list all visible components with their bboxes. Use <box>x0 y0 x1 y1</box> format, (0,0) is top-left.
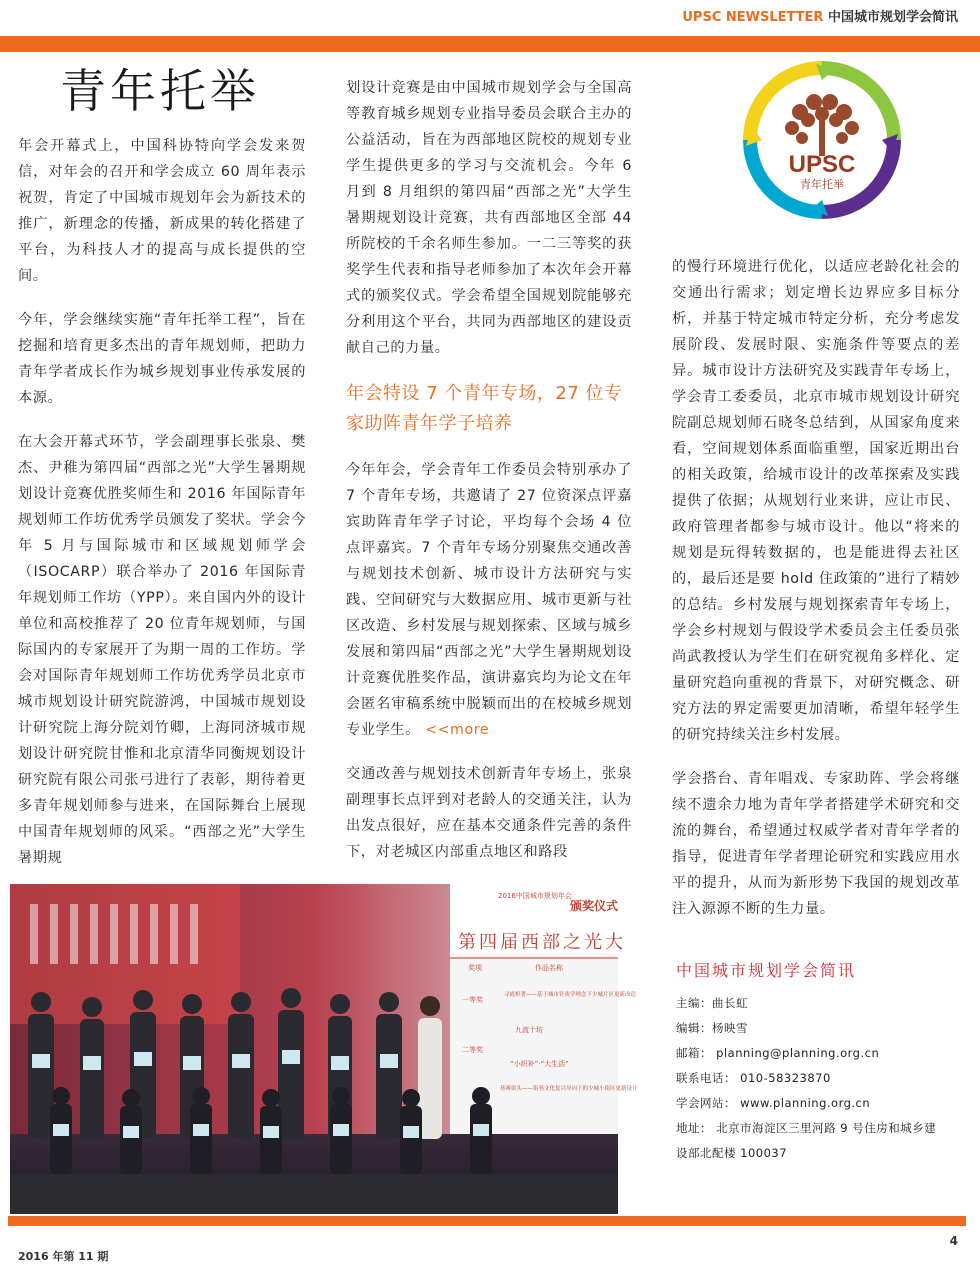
address-line-1: 地址： 北京市海淀区三里河路 9 号住房和城乡建 <box>676 1121 937 1135</box>
award-ceremony-photo <box>10 884 638 1214</box>
top-accent-bar <box>0 36 980 52</box>
award-row-4-name: 巷赛街头——街巷文化复兴导向下的少城小街区更新设计 <box>500 1086 638 1092</box>
email[interactable]: 邮箱： planning@planning.org.cn <box>676 1046 880 1060</box>
website[interactable]: 学会网站： www.planning.org.cn <box>676 1096 871 1110</box>
phone: 联系电话： 010-58323870 <box>676 1071 831 1085</box>
paragraph: 的慢行环境进行优化，以适应老龄化社会的交通出行需求；划定增长边界应多目标分析，并基于特定城市特定分析，充分考虑发展阶段、发展时限、实施条件等要点的差异。城市设计方法研究及实践青年专场上，学会青工委委员，北京市城市规划设计研究院副总规划师石晓冬总结到，从国家角度来看，空间规划体系面临重塑，国家近期出台的相关政策，给城市设计的改革探索及实践提供了依据；从规划行业来讲，应让市民、政府管理者都参与城市设计。他以“将来的规划是玩得转数据的，也是能进得去社区的，最后还是要 hold 住政策的”进行了精妙的总结。乡村发展与规划探索青年专场上，学会乡村规划与假设学术委员会主任委员张尚武教授认为学生们在研究视角多样化、定量研究趋向重视的背景下，对研究概念、研究方法的界定需要更加清晰，希望年轻学生的研究持续关注乡村发展。 <box>672 259 960 743</box>
newsletter-header <box>682 6 958 25</box>
award-row-1-level: 一等奖 <box>462 996 483 1004</box>
issue-label: 2016 年第 11 期 <box>18 1250 109 1263</box>
award-row-3-name: “小织补”·“大生活” <box>510 1060 569 1068</box>
paragraph: 今年，学会继续实施“青年托举工程”，旨在挖掘和培育更多杰出的青年规划师，把助力青年学者成长作为城乡规划事业传承发展的本源。 <box>18 312 306 406</box>
logo-subtext: 青年托举 <box>800 178 844 191</box>
page-number: 4 <box>949 1234 958 1248</box>
screen-title: 第四届西部之光大 <box>458 932 626 953</box>
column-2 <box>346 75 632 883</box>
table-header-award: 奖项 <box>468 964 482 972</box>
banner-conference: 2016中国城市规划年会 <box>498 892 572 900</box>
editor-in-chief: 主编：曲长虹 <box>676 996 748 1010</box>
paragraph: 年会开幕式上，中国科协特向学会发来贺信，对年会的召开和学会成立 60 周年表示祝贺，肯定了中国城市规划年会为新技术的推广，新理念的传播，新成果的转化搭建了平台，为科技人才的提高与成长提供的空间。 <box>18 138 306 284</box>
paragraph: 学会搭台、青年唱戏、专家助阵、学会将继续不遗余力地为青年学者搭建学术研究和交流的舞台，希望通过权威学者对青年学者的指导，促进青年学者理论研究和实践应用水平的提升，从而为新形势下我国的规划改革注入源源不断的生力量。 <box>672 771 960 917</box>
article-title: 青年托举 <box>60 64 260 118</box>
section-subheading: 年会特设 7 个青年专场，27 位专家助阵青年学子培养 <box>346 383 623 434</box>
newsletter-name-cn: 中国城市规划学会简讯 <box>827 10 958 25</box>
bottom-accent-bar <box>8 1216 966 1226</box>
more-link[interactable]: <<more <box>425 722 490 738</box>
paragraph-text: 今年年会，学会青年工作委员会特别承办了 7 个青年专场，共邀请了 27 位资深点评嘉宾助阵青年学子讨论，平均每个会场 4 位点评嘉宾。7 个青年专场分别聚焦交通改善与规划技术创新、城市设计方法研究与实践、空间研究与大数据应用、城市更新与社区改造、乡村发展与规划探索、区域与城乡发展和第四届“西部之光”大学生暑期规划设计竞赛优胜奖作品，演讲嘉宾均为论文在年会匿名审稿系统中脱颖而出的在校城乡规划专业学生。 <box>346 462 632 738</box>
upsc-youth-logo <box>742 60 902 220</box>
newsletter-info-box <box>676 958 966 1166</box>
paragraph: 交通改善与规划技术创新青年专场上，张泉副理事长点评到对老龄人的交通关注，认为出发点很好，应在基本交通条件完善的条件下，对老城区内部重点地区和路段 <box>346 766 632 860</box>
award-row-3-level: 二等奖 <box>462 1046 483 1054</box>
table-header-name: 作品名称 <box>535 964 563 972</box>
banner-award: 颁奖仪式 <box>570 899 619 913</box>
newsletter-name-en: UPSC NEWSLETTER <box>682 10 824 25</box>
award-row-1-name: 寻霞枳著——基于城市针灸学理念下少城片区更新改造 <box>504 992 637 998</box>
column-1 <box>18 133 306 889</box>
column-3 <box>672 254 960 940</box>
logo-text: UPSC <box>788 151 856 178</box>
editor: 编辑：杨映雪 <box>676 1021 748 1035</box>
paragraph <box>346 457 632 743</box>
paragraph: 划设计竞赛是由中国城市规划学会与全国高等教育城乡规划专业指导委员会联合主办的公益活动，旨在为西部地区院校的规划专业学生提供更多的学习与交流机会。今年 6 月到 8 月组织的第四届“西部之光”大学生暑期规划设计竞赛，共有西部地区全部 44 所院校的千余名师生参加。一二三等奖的获奖学生代表和指导老师参加了本次年会开幕式的颁奖仪式。学会希望全国规划院能够充分利用这个平台，共同为西部地区的建设贡献自己的力量。 <box>346 80 632 356</box>
award-row-2-name: 九流十坊 <box>515 1026 543 1034</box>
info-title: 中国城市规划学会简讯 <box>676 961 857 980</box>
paragraph: 在大会开幕式环节，学会副理事长张泉、樊杰、尹稚为第四届“西部之光”大学生暑期规划设计竞赛优胜奖师生和 2016 年国际青年规划师工作坊优秀学员颁发了奖状。学会今年 5 月与国际城市和区域规划师学会（ISOCARP）联合举办了 2016 年国际青年规划师工作坊（YPP）。来自国内外的设计单位和高校推荐了 20 位青年规划师，与国际国内的专家展开了为期一周的工作坊。学会对国际青年规划师工作坊优秀学员北京市城市规划设计研究院游鸿，中国城市规划设计研究院上海分院刘竹卿，上海同济城市规划设计研究院甘惟和北京清华同衡规划设计研究院有限公司张弓进行了表彰，期待着更多青年规划师参与进来，在国际舞台上展现中国青年规划师的风采。“西部之光”大学生暑期规 <box>18 434 306 866</box>
address-line-2: 设部北配楼 100037 <box>676 1146 788 1160</box>
